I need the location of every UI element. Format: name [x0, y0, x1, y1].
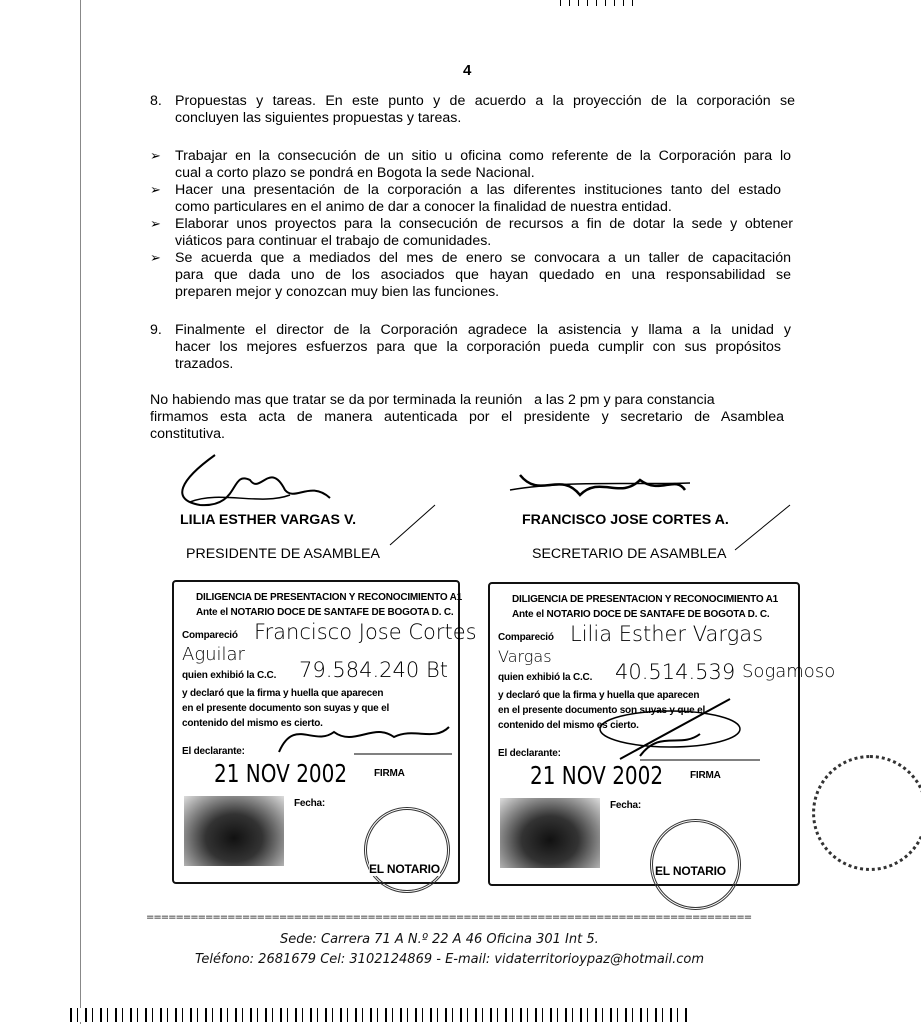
stamp-title: DILIGENCIA DE PRESENTACION Y RECONOCIMIENTO A1 [196, 592, 463, 603]
item9-line: trazados. [175, 356, 234, 372]
notary-stamp-vargas [488, 582, 836, 886]
bullet-line: Elaborar unos proyectos para la consecución de recursos a fin de dotar la sede y obtener [175, 216, 793, 232]
item9-line: Finalmente el director de la Corporación agradece la asistencia y llama a la unidad y [175, 322, 791, 338]
arrow-bullet-icon: ➢ [150, 182, 161, 197]
stamp-text: en el presente documento son suyas y que el [498, 705, 706, 716]
handwritten-city: Sogamoso [742, 661, 836, 682]
handwritten-surname: Vargas [498, 647, 552, 666]
closing-line: firmamos esta acta de manera autenticada por el presidente y secretario de Asamblea [150, 409, 784, 425]
stamp-notary-label: EL NOTARIO [369, 862, 440, 876]
page-number: 4 [463, 62, 472, 79]
item-number: 9. [150, 322, 162, 338]
stamp-notary: Ante el NOTARIO DOCE DE SANTAFE DE BOGOTA D. C. [196, 607, 454, 618]
handwritten-city: Bt [426, 658, 448, 682]
date-stamp: 21 NOV 2002 [214, 759, 348, 788]
signature-slash-marks [380, 500, 800, 560]
stamp-notary: Ante el NOTARIO DOCE DE SANTAFE DE BOGOTA D. C. [512, 609, 770, 620]
footer-contact: Teléfono: 2681679 Cel: 3102124869 - E-mail: vidaterritorioypaz@hotmail.com [195, 952, 704, 967]
stamp-label: FIRMA [374, 768, 405, 779]
stamp-text: en el presente documento son suyas y que el [182, 703, 390, 714]
stamp-text: contenido del mismo es cierto. [498, 720, 639, 731]
closing-line: No habiendo mas que tratar se da por terminada la reunión a las 2 pm y para constancia [150, 392, 715, 408]
item-number: 8. [150, 93, 162, 109]
partial-notary-seal [812, 755, 921, 871]
scan-edge-top [560, 0, 640, 6]
notary-seal [364, 807, 450, 893]
stamp-label: Compareció [498, 632, 554, 643]
arrow-bullet-icon: ➢ [150, 216, 161, 231]
bullet-line: Trabajar en la consecución de un sitio u oficina como referente de la Corporación para lo [175, 148, 791, 164]
secretary-name: FRANCISCO JOSE CORTES A. [522, 512, 729, 528]
footer-rule: ================================================================================== [146, 912, 752, 923]
fingerprint [184, 796, 284, 866]
stamp-notary-label: EL NOTARIO [655, 864, 726, 878]
handwritten-name: Francisco Jose Cortes [254, 620, 477, 644]
item8-line: concluyen las siguientes propuestas y tareas. [175, 110, 462, 126]
item8-line: Propuestas y tareas. En este punto y de acuerdo a la proyección de la corporación se [175, 93, 795, 109]
arrow-bullet-icon: ➢ [150, 148, 161, 163]
arrow-bullet-icon: ➢ [150, 250, 161, 265]
notary-stamp-cortes [172, 580, 477, 884]
stamp-label: Fecha: [610, 800, 642, 811]
bullet-line: Hacer una presentación de la corporación a las diferentes instituciones tanto del estado [175, 182, 781, 198]
handwritten-id-number: 79.584.240 [299, 658, 420, 682]
stamp-label: FIRMA [690, 770, 721, 781]
stamp-label: Compareció [182, 630, 238, 641]
footer-address: Sede: Carrera 71 A N.º 22 A 46 Oficina 301 Int 5. [280, 932, 599, 947]
stamp-text: y declaró que la firma y huella que aparecen [182, 688, 384, 699]
bullet-line: como particulares en el animo de dar a conocer la finalidad de nuestra entidad. [175, 199, 672, 215]
date-stamp: 21 NOV 2002 [530, 761, 664, 790]
bullet-line: cual a corto plazo se pondrá en Bogota la sede Nacional. [175, 165, 535, 181]
bullet-line: preparen mejor y conozcan muy bien las funciones. [175, 284, 500, 300]
fingerprint [500, 798, 600, 868]
stamp-label: El declarante: [182, 746, 245, 757]
stamp-label: Fecha: [294, 798, 326, 809]
president-name: LILIA ESTHER VARGAS V. [180, 512, 357, 528]
item9-line: hacer los mejores esfuerzos para que la corporación pueda cumplir con sus propósitos [175, 339, 781, 355]
secretary-role: SECRETARIO DE ASAMBLEA [532, 546, 727, 562]
scan-edge-left [80, 0, 81, 1024]
handwritten-id-number: 40.514.539 [615, 660, 736, 684]
handwritten-name: Lilia Esther Vargas [570, 622, 764, 646]
stamp-text: contenido del mismo es cierto. [182, 718, 323, 729]
president-role: PRESIDENTE DE ASAMBLEA [186, 546, 380, 562]
handwritten-surname: Aguilar [182, 644, 245, 665]
stamp-label: quien exhibió la C.C. [498, 672, 593, 683]
stamp-title: DILIGENCIA DE PRESENTACION Y RECONOCIMIENTO A1 [512, 594, 779, 605]
stamp-text: y declaró que la firma y huella que aparecen [498, 690, 700, 701]
closing-line: constitutiva. [150, 426, 225, 442]
bullet-line: Se acuerda que a mediados del mes de enero se convocara a un taller de capacitación [175, 250, 791, 266]
stamp-label: quien exhibió la C.C. [182, 670, 277, 681]
bullet-line: para que dada uno de los asociados que hayan quedado en una responsabilidad se [175, 267, 791, 283]
bullet-line: viáticos para continuar el trabajo de comunidades. [175, 233, 492, 249]
scan-edge-bottom [70, 1008, 690, 1022]
stamp-label: El declarante: [498, 748, 561, 759]
